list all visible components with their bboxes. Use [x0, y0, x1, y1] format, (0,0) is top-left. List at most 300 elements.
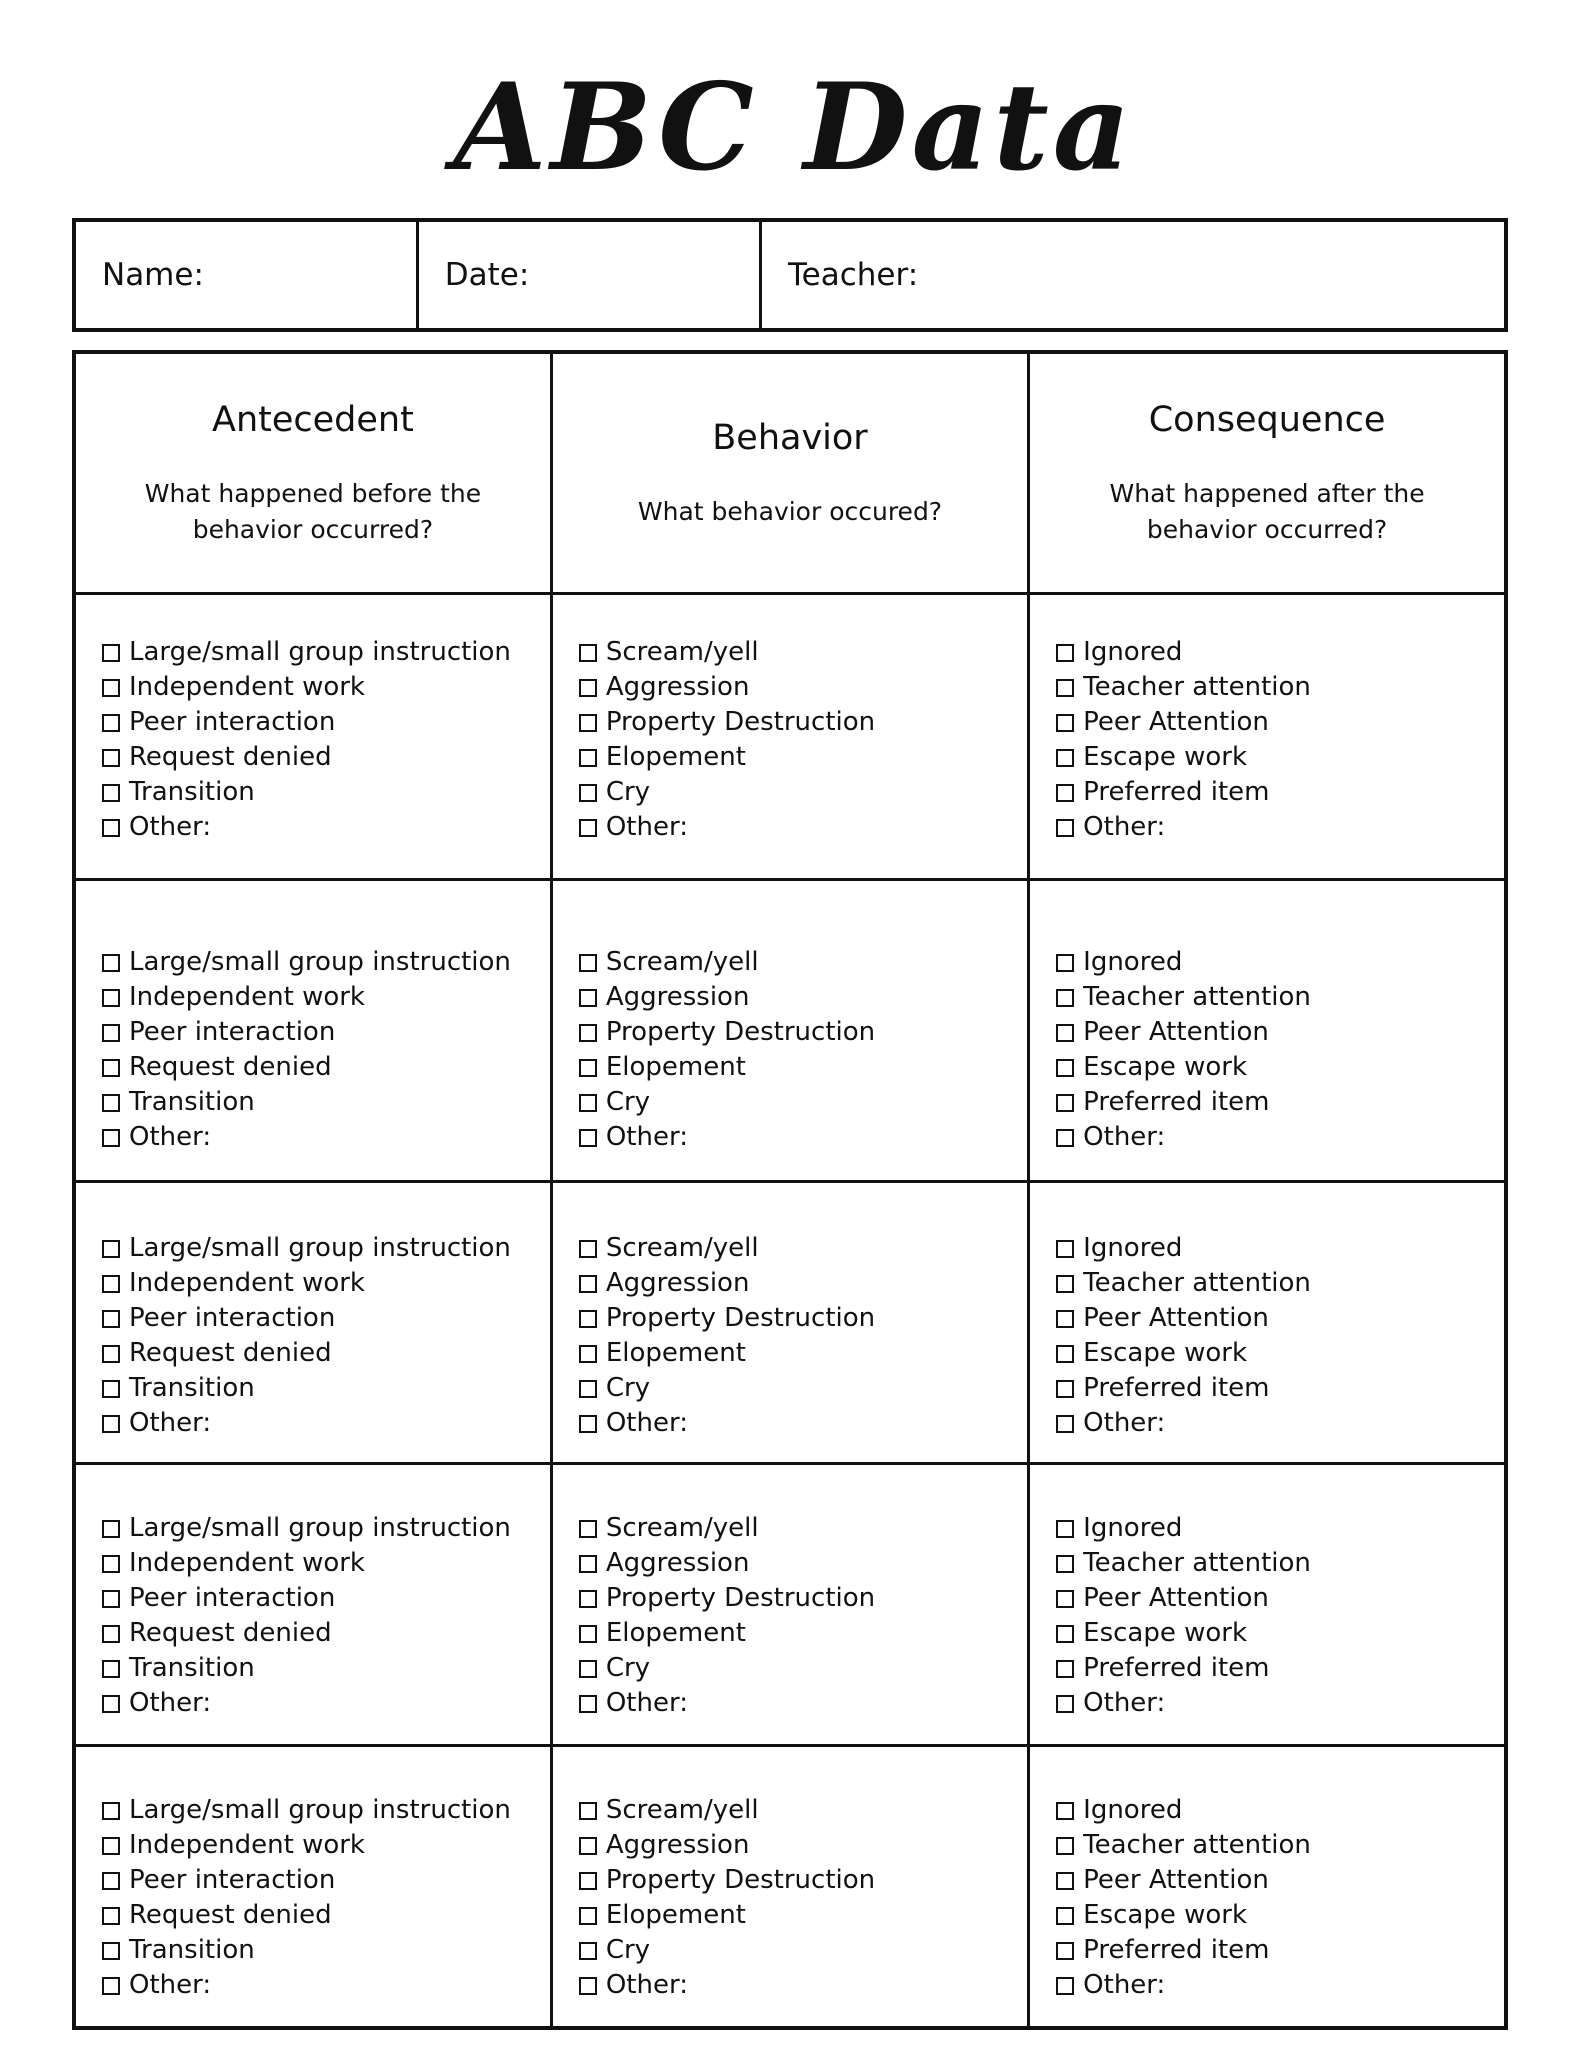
checkbox-label: Peer Attention	[1083, 1865, 1269, 1895]
checkbox-label: Request denied	[129, 1052, 332, 1082]
checkbox-icon[interactable]	[102, 1094, 120, 1112]
checkbox-option[interactable]	[579, 1266, 1027, 1301]
checkbox-option[interactable]	[579, 1050, 1027, 1085]
checkbox-icon[interactable]	[579, 1520, 597, 1538]
checkbox-label: Large/small group instruction	[129, 637, 511, 667]
checkbox-icon[interactable]	[102, 1415, 120, 1433]
checkbox-label: Ignored	[1083, 1795, 1183, 1825]
checkbox-option[interactable]	[579, 1898, 1027, 1933]
page-title: ABC Data	[453, 57, 1135, 198]
checkbox-icon[interactable]	[579, 1380, 597, 1398]
checkbox-icon[interactable]	[1056, 1415, 1074, 1433]
checkbox-option[interactable]	[102, 1546, 550, 1581]
consequence-header	[1029, 352, 1506, 594]
checkbox-icon[interactable]	[579, 784, 597, 802]
date-label: Date:	[444, 257, 530, 293]
table-row	[74, 1746, 1506, 2028]
checkbox-icon[interactable]	[102, 1059, 120, 1077]
checkbox-option[interactable]	[102, 980, 550, 1015]
checkbox-icon[interactable]	[1056, 1520, 1074, 1538]
name-label: Name:	[102, 257, 204, 293]
checkbox-option[interactable]	[102, 1120, 550, 1155]
checkbox-icon[interactable]	[1056, 714, 1074, 732]
checkbox-option[interactable]	[579, 1120, 1027, 1155]
checkbox-label: Other:	[605, 1970, 688, 2000]
checkbox-label: Property Destruction	[605, 1303, 876, 1333]
checkbox-option[interactable]	[579, 1511, 1027, 1546]
checkbox-icon[interactable]	[102, 1802, 120, 1820]
checkbox-icon[interactable]	[1056, 784, 1074, 802]
checkbox-option[interactable]	[102, 1898, 550, 1933]
checkbox-icon[interactable]	[102, 1695, 120, 1713]
checkbox-label: Other:	[129, 1408, 212, 1438]
checkbox-option[interactable]	[1056, 1120, 1504, 1155]
checkbox-icon[interactable]	[579, 1129, 597, 1147]
checkbox-option[interactable]	[1056, 670, 1504, 705]
checkbox-icon[interactable]	[102, 644, 120, 662]
checkbox-icon[interactable]	[102, 989, 120, 1007]
checkbox-label: Property Destruction	[605, 707, 876, 737]
behavior-option-list	[579, 945, 1027, 1155]
checkbox-icon[interactable]	[1056, 1129, 1074, 1147]
checkbox-icon[interactable]	[579, 1977, 597, 1995]
checkbox-icon[interactable]	[102, 1977, 120, 1995]
checkbox-label: Other:	[1083, 1122, 1166, 1152]
checkbox-icon[interactable]	[579, 1275, 597, 1293]
checkbox-option[interactable]	[1056, 1511, 1504, 1546]
behavior-option-list	[579, 1231, 1027, 1441]
antecedent-title: Antecedent	[212, 400, 414, 440]
checkbox-option[interactable]	[102, 1793, 550, 1828]
checkbox-label: Scream/yell	[605, 1513, 759, 1543]
checkbox-label: Request denied	[129, 1900, 332, 1930]
table-row	[74, 594, 1506, 880]
checkbox-option[interactable]	[102, 1616, 550, 1651]
checkbox-option[interactable]	[579, 1863, 1027, 1898]
behavior-cell	[551, 1464, 1028, 1746]
checkbox-label: Preferred item	[1083, 1373, 1270, 1403]
teacher-label: Teacher:	[788, 257, 919, 293]
checkbox-option[interactable]	[1056, 1828, 1504, 1863]
checkbox-label: Aggression	[605, 982, 750, 1012]
checkbox-icon[interactable]	[102, 1345, 120, 1363]
checkbox-label: Request denied	[129, 1618, 332, 1648]
checkbox-option[interactable]	[102, 1231, 550, 1266]
antecedent-subtitle: What happened before the behavior occurred?	[144, 479, 482, 544]
checkbox-icon[interactable]	[102, 819, 120, 837]
checkbox-label: Other:	[1083, 1408, 1166, 1438]
checkbox-option[interactable]	[579, 980, 1027, 1015]
checkbox-icon[interactable]	[1056, 749, 1074, 767]
checkbox-icon[interactable]	[1056, 1059, 1074, 1077]
checkbox-option[interactable]	[1056, 1898, 1504, 1933]
checkbox-label: Elopement	[605, 742, 746, 772]
checkbox-option[interactable]	[102, 670, 550, 705]
checkbox-label: Scream/yell	[605, 637, 759, 667]
checkbox-label: Property Destruction	[605, 1865, 876, 1895]
checkbox-icon[interactable]	[102, 1310, 120, 1328]
antecedent-option-list	[102, 1231, 550, 1441]
behavior-subtitle: What behavior occured?	[637, 497, 943, 526]
checkbox-label: Elopement	[605, 1052, 746, 1082]
checkbox-label: Transition	[129, 1653, 255, 1683]
checkbox-icon[interactable]	[1056, 1555, 1074, 1573]
table-row	[74, 1464, 1506, 1746]
checkbox-option[interactable]	[579, 1231, 1027, 1266]
info-header-table	[72, 218, 1508, 332]
checkbox-label: Large/small group instruction	[129, 1513, 511, 1543]
checkbox-label: Preferred item	[1083, 777, 1270, 807]
checkbox-icon[interactable]	[102, 1942, 120, 1960]
checkbox-option[interactable]	[579, 1968, 1027, 2003]
checkbox-icon[interactable]	[579, 1345, 597, 1363]
checkbox-label: Ignored	[1083, 637, 1183, 667]
checkbox-option[interactable]	[579, 945, 1027, 980]
checkbox-icon[interactable]	[579, 1059, 597, 1077]
checkbox-option[interactable]	[102, 740, 550, 775]
checkbox-option[interactable]	[579, 1651, 1027, 1686]
checkbox-option[interactable]	[579, 1581, 1027, 1616]
checkbox-icon[interactable]	[102, 1660, 120, 1678]
checkbox-icon[interactable]	[102, 784, 120, 802]
checkbox-label: Escape work	[1083, 1338, 1248, 1368]
checkbox-label: Independent work	[129, 1548, 365, 1578]
checkbox-label: Other:	[1083, 1970, 1166, 2000]
checkbox-label: Escape work	[1083, 1052, 1248, 1082]
checkbox-label: Independent work	[129, 1268, 365, 1298]
checkbox-option[interactable]	[579, 1933, 1027, 1968]
behavior-cell	[551, 594, 1028, 880]
checkbox-label: Aggression	[605, 672, 750, 702]
checkbox-icon[interactable]	[102, 1555, 120, 1573]
checkbox-label: Peer Attention	[1083, 707, 1269, 737]
checkbox-option[interactable]	[579, 635, 1027, 670]
checkbox-option[interactable]	[1056, 1406, 1504, 1441]
antecedent-option-list	[102, 1511, 550, 1721]
checkbox-icon[interactable]	[1056, 819, 1074, 837]
checkbox-option[interactable]	[579, 1015, 1027, 1050]
checkbox-label: Peer Attention	[1083, 1583, 1269, 1613]
checkbox-icon[interactable]	[579, 1872, 597, 1890]
checkbox-icon[interactable]	[1056, 644, 1074, 662]
checkbox-option[interactable]	[102, 1406, 550, 1441]
checkbox-option[interactable]	[1056, 1686, 1504, 1721]
checkbox-icon[interactable]	[579, 1590, 597, 1608]
checkbox-icon[interactable]	[1056, 679, 1074, 697]
checkbox-label: Large/small group instruction	[129, 1233, 511, 1263]
checkbox-option[interactable]	[1056, 1863, 1504, 1898]
consequence-option-list	[1056, 1793, 1504, 2003]
checkbox-label: Independent work	[129, 1830, 365, 1860]
checkbox-label: Cry	[605, 777, 651, 807]
name-field[interactable]	[74, 220, 417, 330]
checkbox-label: Teacher attention	[1083, 672, 1311, 702]
checkbox-option[interactable]	[102, 1968, 550, 2003]
table-row	[74, 880, 1506, 1182]
checkbox-label: Escape work	[1083, 1618, 1248, 1648]
checkbox-label: Request denied	[129, 742, 332, 772]
checkbox-option[interactable]	[579, 1616, 1027, 1651]
checkbox-label: Ignored	[1083, 1513, 1183, 1543]
checkbox-option[interactable]	[102, 1581, 550, 1616]
checkbox-icon[interactable]	[102, 1625, 120, 1643]
checkbox-option[interactable]	[1056, 945, 1504, 980]
checkbox-option[interactable]	[102, 1050, 550, 1085]
checkbox-label: Escape work	[1083, 742, 1248, 772]
checkbox-icon[interactable]	[579, 679, 597, 697]
checkbox-icon[interactable]	[1056, 1977, 1074, 1995]
checkbox-option[interactable]	[1056, 1933, 1504, 1968]
checkbox-label: Scream/yell	[605, 1795, 759, 1825]
checkbox-label: Transition	[129, 1373, 255, 1403]
checkbox-option[interactable]	[1056, 810, 1504, 845]
checkbox-option[interactable]	[1056, 1015, 1504, 1050]
checkbox-label: Peer Attention	[1083, 1017, 1269, 1047]
checkbox-label: Preferred item	[1083, 1653, 1270, 1683]
checkbox-icon[interactable]	[1056, 1275, 1074, 1293]
checkbox-label: Other:	[605, 1122, 688, 1152]
checkbox-option[interactable]	[102, 1511, 550, 1546]
checkbox-icon[interactable]	[579, 1310, 597, 1328]
checkbox-option[interactable]	[102, 1015, 550, 1050]
date-field[interactable]	[417, 220, 760, 330]
checkbox-option[interactable]	[1056, 980, 1504, 1015]
checkbox-icon[interactable]	[1056, 1310, 1074, 1328]
checkbox-icon[interactable]	[579, 1240, 597, 1258]
checkbox-icon[interactable]	[1056, 1380, 1074, 1398]
antecedent-option-list	[102, 945, 550, 1155]
checkbox-option[interactable]	[1056, 1301, 1504, 1336]
checkbox-icon[interactable]	[579, 1555, 597, 1573]
checkbox-option[interactable]	[1056, 1968, 1504, 2003]
consequence-cell	[1029, 594, 1506, 880]
checkbox-option[interactable]	[1056, 1371, 1504, 1406]
checkbox-option[interactable]	[579, 1336, 1027, 1371]
checkbox-icon[interactable]	[1056, 1802, 1074, 1820]
checkbox-label: Transition	[129, 1087, 255, 1117]
checkbox-option[interactable]	[102, 945, 550, 980]
checkbox-icon[interactable]	[1056, 954, 1074, 972]
checkbox-option[interactable]	[1056, 1546, 1504, 1581]
checkbox-icon[interactable]	[102, 1240, 120, 1258]
checkbox-label: Property Destruction	[605, 1583, 876, 1613]
checkbox-icon[interactable]	[102, 1024, 120, 1042]
checkbox-icon[interactable]	[1056, 989, 1074, 1007]
checkbox-option[interactable]	[102, 1085, 550, 1120]
antecedent-cell	[74, 1746, 551, 2028]
checkbox-option[interactable]	[102, 635, 550, 670]
checkbox-icon[interactable]	[1056, 1660, 1074, 1678]
checkbox-option[interactable]	[102, 1863, 550, 1898]
antecedent-option-list	[102, 635, 550, 845]
checkbox-icon[interactable]	[102, 749, 120, 767]
checkbox-label: Large/small group instruction	[129, 1795, 511, 1825]
checkbox-label: Other:	[129, 1688, 212, 1718]
checkbox-option[interactable]	[1056, 1336, 1504, 1371]
checkbox-option[interactable]	[102, 810, 550, 845]
checkbox-icon[interactable]	[102, 714, 120, 732]
checkbox-label: Cry	[605, 1373, 651, 1403]
checkbox-option[interactable]	[1056, 705, 1504, 740]
checkbox-option[interactable]	[579, 1793, 1027, 1828]
checkbox-label: Cry	[605, 1935, 651, 1965]
consequence-option-list	[1056, 945, 1504, 1155]
checkbox-icon[interactable]	[579, 819, 597, 837]
checkbox-label: Other:	[129, 1970, 212, 2000]
checkbox-option[interactable]	[102, 1933, 550, 1968]
checkbox-option[interactable]	[1056, 1266, 1504, 1301]
checkbox-icon[interactable]	[102, 1520, 120, 1538]
checkbox-option[interactable]	[102, 1371, 550, 1406]
checkbox-icon[interactable]	[1056, 1942, 1074, 1960]
checkbox-label: Teacher attention	[1083, 1830, 1311, 1860]
checkbox-option[interactable]	[579, 810, 1027, 845]
checkbox-option[interactable]	[1056, 635, 1504, 670]
checkbox-label: Other:	[1083, 812, 1166, 842]
consequence-option-list	[1056, 1231, 1504, 1441]
checkbox-label: Other:	[605, 1408, 688, 1438]
checkbox-label: Scream/yell	[605, 1233, 759, 1263]
behavior-cell	[551, 880, 1028, 1182]
checkbox-option[interactable]	[579, 1828, 1027, 1863]
checkbox-icon[interactable]	[579, 1695, 597, 1713]
checkbox-label: Peer Attention	[1083, 1303, 1269, 1333]
checkbox-icon[interactable]	[1056, 1695, 1074, 1713]
checkbox-icon[interactable]	[579, 954, 597, 972]
checkbox-icon[interactable]	[1056, 1240, 1074, 1258]
checkbox-icon[interactable]	[102, 1907, 120, 1925]
checkbox-icon[interactable]	[1056, 1625, 1074, 1643]
checkbox-option[interactable]	[579, 705, 1027, 740]
checkbox-icon[interactable]	[579, 1802, 597, 1820]
checkbox-icon[interactable]	[579, 1660, 597, 1678]
checkbox-option[interactable]	[102, 1651, 550, 1686]
checkbox-option[interactable]	[1056, 740, 1504, 775]
checkbox-label: Request denied	[129, 1338, 332, 1368]
checkbox-option[interactable]	[579, 670, 1027, 705]
checkbox-icon[interactable]	[579, 1625, 597, 1643]
checkbox-icon[interactable]	[102, 954, 120, 972]
checkbox-label: Independent work	[129, 982, 365, 1012]
checkbox-option[interactable]	[579, 1301, 1027, 1336]
checkbox-option[interactable]	[1056, 1651, 1504, 1686]
antecedent-cell	[74, 594, 551, 880]
checkbox-icon[interactable]	[579, 1837, 597, 1855]
checkbox-icon[interactable]	[1056, 1590, 1074, 1608]
checkbox-icon[interactable]	[102, 1275, 120, 1293]
checkbox-icon[interactable]	[579, 714, 597, 732]
checkbox-option[interactable]	[579, 775, 1027, 810]
checkbox-icon[interactable]	[102, 1380, 120, 1398]
checkbox-option[interactable]	[102, 775, 550, 810]
checkbox-icon[interactable]	[1056, 1345, 1074, 1363]
checkbox-option[interactable]	[579, 740, 1027, 775]
checkbox-label: Property Destruction	[605, 1017, 876, 1047]
antecedent-option-list	[102, 1793, 550, 2003]
checkbox-icon[interactable]	[102, 679, 120, 697]
checkbox-option[interactable]	[1056, 1231, 1504, 1266]
checkbox-icon[interactable]	[1056, 1872, 1074, 1890]
checkbox-icon[interactable]	[579, 1024, 597, 1042]
checkbox-icon[interactable]	[102, 1129, 120, 1147]
consequence-cell	[1029, 1182, 1506, 1464]
checkbox-option[interactable]	[102, 1828, 550, 1863]
checkbox-label: Transition	[129, 777, 255, 807]
checkbox-option[interactable]	[1056, 1616, 1504, 1651]
checkbox-icon[interactable]	[1056, 1094, 1074, 1112]
behavior-cell	[551, 1182, 1028, 1464]
checkbox-label: Preferred item	[1083, 1935, 1270, 1965]
checkbox-icon[interactable]	[579, 1415, 597, 1433]
checkbox-label: Peer interaction	[129, 707, 336, 737]
checkbox-icon[interactable]	[579, 1942, 597, 1960]
checkbox-label: Peer interaction	[129, 1583, 336, 1613]
checkbox-label: Elopement	[605, 1618, 746, 1648]
checkbox-option[interactable]	[1056, 1085, 1504, 1120]
antecedent-cell	[74, 880, 551, 1182]
checkbox-label: Aggression	[605, 1268, 750, 1298]
checkbox-label: Large/small group instruction	[129, 947, 511, 977]
checkbox-icon[interactable]	[579, 749, 597, 767]
consequence-cell	[1029, 880, 1506, 1182]
consequence-option-list	[1056, 1511, 1504, 1721]
checkbox-icon[interactable]	[1056, 1907, 1074, 1925]
checkbox-option[interactable]	[579, 1686, 1027, 1721]
checkbox-icon[interactable]	[579, 644, 597, 662]
consequence-subtitle: What happened after the behavior occurred?	[1109, 479, 1425, 544]
behavior-option-list	[579, 1793, 1027, 2003]
checkbox-label: Other:	[129, 1122, 212, 1152]
checkbox-icon[interactable]	[579, 989, 597, 1007]
checkbox-label: Cry	[605, 1087, 651, 1117]
checkbox-label: Transition	[129, 1935, 255, 1965]
checkbox-icon[interactable]	[579, 1094, 597, 1112]
checkbox-icon[interactable]	[102, 1590, 120, 1608]
checkbox-icon[interactable]	[1056, 1837, 1074, 1855]
antecedent-cell	[74, 1182, 551, 1464]
checkbox-option[interactable]	[102, 1686, 550, 1721]
checkbox-icon[interactable]	[579, 1907, 597, 1925]
checkbox-option[interactable]	[102, 1301, 550, 1336]
behavior-title: Behavior	[712, 418, 868, 458]
checkbox-label: Elopement	[605, 1338, 746, 1368]
checkbox-option[interactable]	[1056, 1581, 1504, 1616]
checkbox-label: Other:	[605, 812, 688, 842]
antecedent-cell	[74, 1464, 551, 1746]
checkbox-icon[interactable]	[1056, 1024, 1074, 1042]
checkbox-option[interactable]	[579, 1371, 1027, 1406]
checkbox-option[interactable]	[1056, 775, 1504, 810]
checkbox-label: Teacher attention	[1083, 1268, 1311, 1298]
checkbox-option[interactable]	[579, 1406, 1027, 1441]
table-row	[74, 1182, 1506, 1464]
checkbox-option[interactable]	[1056, 1050, 1504, 1085]
checkbox-label: Other:	[605, 1688, 688, 1718]
checkbox-icon[interactable]	[102, 1872, 120, 1890]
checkbox-option[interactable]	[579, 1085, 1027, 1120]
checkbox-option[interactable]	[102, 1336, 550, 1371]
checkbox-option[interactable]	[102, 705, 550, 740]
checkbox-label: Ignored	[1083, 947, 1183, 977]
checkbox-option[interactable]	[102, 1266, 550, 1301]
checkbox-option[interactable]	[579, 1546, 1027, 1581]
checkbox-label: Peer interaction	[129, 1017, 336, 1047]
checkbox-option[interactable]	[1056, 1793, 1504, 1828]
checkbox-label: Peer interaction	[129, 1865, 336, 1895]
behavior-cell	[551, 1746, 1028, 2028]
checkbox-icon[interactable]	[102, 1837, 120, 1855]
teacher-field[interactable]	[761, 220, 1507, 330]
